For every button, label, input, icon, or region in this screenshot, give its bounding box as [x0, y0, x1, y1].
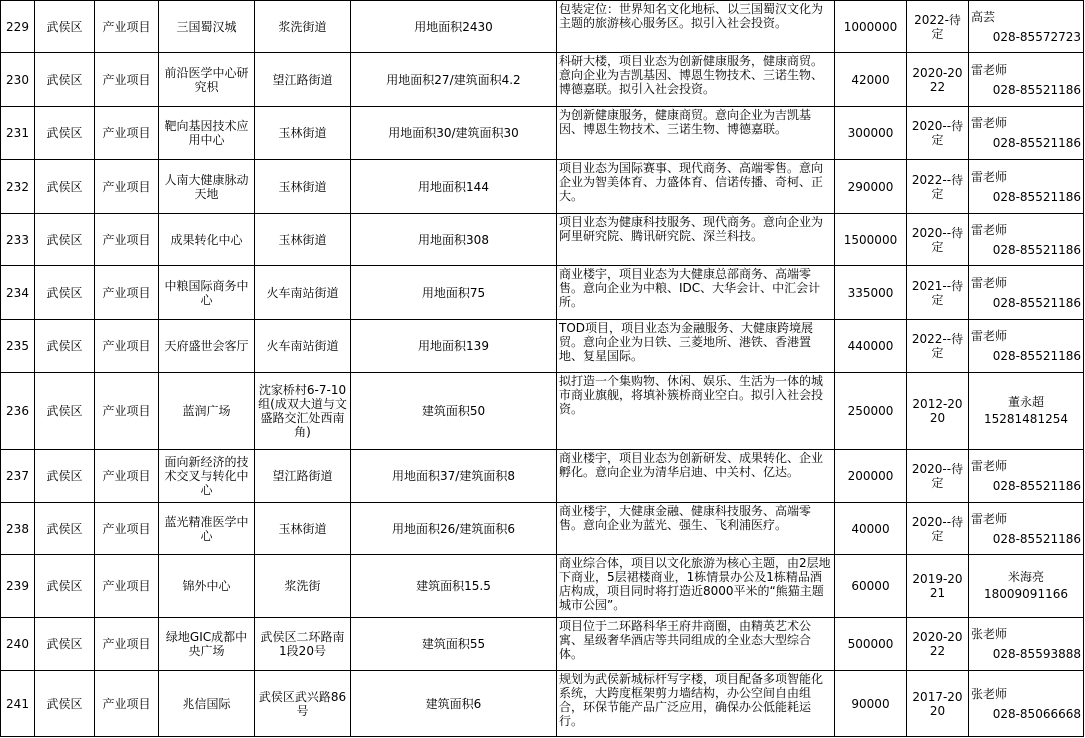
contact-phone: 028-85521186: [992, 82, 1081, 97]
cell-area[interactable]: 用地面积75: [351, 266, 557, 320]
cell-district[interactable]: 武侯区: [35, 555, 95, 618]
cell-number[interactable]: 236: [1, 373, 35, 450]
cell-district[interactable]: 武侯区: [35, 503, 95, 555]
cell-description[interactable]: 项目业态为健康科技服务、现代商务。意向企业为阿里研究院、腾讯研究院、深兰科技。: [557, 214, 835, 266]
contact-name: 雷老师: [971, 62, 1008, 77]
contact-name: 雷老师: [971, 511, 1008, 526]
cell-project-name[interactable]: 前沿医学中心研究枳: [159, 53, 255, 107]
cell-period[interactable]: 2012-2020: [907, 373, 969, 450]
table-row[interactable]: [1, 503, 1084, 555]
cell-contact[interactable]: [969, 320, 1084, 373]
cell-area[interactable]: 用地面积308: [351, 214, 557, 266]
cell-number[interactable]: 230: [1, 53, 35, 107]
cell-number[interactable]: 239: [1, 555, 35, 618]
cell-street[interactable]: 沈家桥村6-7-10组(成双大道与文盛路交汇处西南角): [255, 373, 351, 450]
cell-area[interactable]: 建筑面积50: [351, 373, 557, 450]
cell-area[interactable]: 用地面积144: [351, 160, 557, 214]
cell-street[interactable]: 火车南站街道: [255, 320, 351, 373]
cell-contact[interactable]: [969, 53, 1084, 107]
cell-project-name[interactable]: 天府盛世会客厅: [159, 320, 255, 373]
contact-name: 雷老师: [971, 169, 1008, 184]
cell-area[interactable]: 用地面积37/建筑面积8: [351, 450, 557, 503]
cell-period[interactable]: 2022--待定: [907, 160, 969, 214]
cell-period[interactable]: 2017-2020: [907, 671, 969, 737]
cell-district[interactable]: 武侯区: [35, 107, 95, 160]
cell-project-name[interactable]: 锦外中心: [159, 555, 255, 618]
cell-project-name[interactable]: 绿地GIC成都中央广场: [159, 618, 255, 671]
table-row[interactable]: [1, 671, 1084, 737]
cell-street[interactable]: 玉林街道: [255, 160, 351, 214]
cell-district[interactable]: 武侯区: [35, 1, 95, 53]
cell-district[interactable]: 武侯区: [35, 618, 95, 671]
cell-contact[interactable]: [969, 107, 1084, 160]
cell-project-type[interactable]: 产业项目: [95, 1, 159, 53]
contact-name: 张老师: [971, 686, 1008, 701]
cell-contact[interactable]: [969, 373, 1084, 450]
cell-description[interactable]: TOD项目，项目业态为金融服务、大健康跨境展贸。意向企业为日铁、三菱地所、港铁、香港置地、复星国际。: [557, 320, 835, 373]
cell-number[interactable]: 235: [1, 320, 35, 373]
cell-number[interactable]: 233: [1, 214, 35, 266]
contact-phone: 028-85521186: [992, 479, 1081, 493]
cell-investment[interactable]: 1000000: [835, 1, 907, 53]
contact-name: 雷老师: [971, 275, 1008, 290]
cell-area[interactable]: 用地面积26/建筑面积6: [351, 503, 557, 555]
cell-number[interactable]: 241: [1, 671, 35, 737]
cell-project-type[interactable]: 产业项目: [95, 373, 159, 450]
contact-phone: 028-85521186: [992, 136, 1081, 150]
cell-number[interactable]: 238: [1, 503, 35, 555]
cell-period[interactable]: 2020--待定: [907, 214, 969, 266]
cell-investment[interactable]: 40000: [835, 503, 907, 555]
contact-name: 雷老师: [971, 329, 1008, 343]
table-body: [1, 1, 1084, 737]
cell-period[interactable]: 2020--待定: [907, 450, 969, 503]
cell-project-name[interactable]: 三国蜀汉城: [159, 1, 255, 53]
cell-contact[interactable]: [969, 503, 1084, 555]
cell-investment[interactable]: 335000: [835, 266, 907, 320]
contact-phone: 028-85521186: [992, 189, 1081, 204]
cell-number[interactable]: 231: [1, 107, 35, 160]
cell-area[interactable]: 用地面积30/建筑面积30: [351, 107, 557, 160]
cell-street[interactable]: 武侯区二环路南1段20号: [255, 618, 351, 671]
cell-project-type[interactable]: 产业项目: [95, 450, 159, 503]
cell-area[interactable]: 建筑面积15.5: [351, 555, 557, 618]
cell-street[interactable]: 浆洗街道: [255, 1, 351, 53]
cell-contact[interactable]: [969, 160, 1084, 214]
cell-project-name[interactable]: 面向新经济的技术交叉与转化中心: [159, 450, 255, 503]
table-row[interactable]: [1, 1, 1084, 53]
cell-description[interactable]: 科研大楼，项目业态为创新健康服务，健康商贸。意向企业为吉凯基因、博恩生物技术、三诺生物、博德嘉联。拟引入社会投资。: [557, 53, 835, 107]
cell-project-type[interactable]: 产业项目: [95, 503, 159, 555]
cell-investment[interactable]: 60000: [835, 555, 907, 618]
cell-description[interactable]: 规划为武侯新城标杆写字楼，项目配备多项智能化系统，大跨度框架剪力墙结构，办公空间自由组合，环保节能产品广泛应用，确保办公低能耗运行。: [557, 671, 835, 737]
cell-description[interactable]: 为创新健康服务，健康商贸。意向企业为吉凯基因、博恩生物技术、三诺生物、博德嘉联。: [557, 107, 835, 160]
cell-investment[interactable]: 300000: [835, 107, 907, 160]
table-row[interactable]: [1, 266, 1084, 320]
cell-district[interactable]: 武侯区: [35, 373, 95, 450]
cell-project-name[interactable]: 人南大健康脉动天地: [159, 160, 255, 214]
contact-phone: 18009091166: [984, 587, 1068, 601]
contact-name: 董永超: [1007, 395, 1044, 409]
cell-project-type[interactable]: 产业项目: [95, 266, 159, 320]
cell-project-type[interactable]: 产业项目: [95, 214, 159, 266]
table-row[interactable]: [1, 53, 1084, 107]
cell-district[interactable]: 武侯区: [35, 671, 95, 737]
table-row[interactable]: [1, 320, 1084, 373]
cell-project-type[interactable]: 产业项目: [95, 555, 159, 618]
contact-name: 雷老师: [971, 116, 1008, 130]
cell-district[interactable]: 武侯区: [35, 320, 95, 373]
cell-area[interactable]: 建筑面积55: [351, 618, 557, 671]
cell-description[interactable]: 商业综合体，项目以文化旅游为核心主题，由2层地下商业，5层裙楼商业，1栋情景办公及1栋精品酒店构成，项目同时将打造近8000平米的“熊猫主题城市公园”。: [557, 555, 835, 618]
contact-phone: 028-85521186: [992, 242, 1081, 257]
contact-phone: 028-85593888: [992, 647, 1081, 661]
cell-description[interactable]: 项目业态为国际赛事、现代商务、高端零售。意向企业为智美体育、力盛体育、信诺传播、奇柯、正大。: [557, 160, 835, 214]
cell-contact[interactable]: [969, 1, 1084, 53]
contact-phone: 15281481254: [984, 412, 1068, 426]
cell-district[interactable]: 武侯区: [35, 160, 95, 214]
table-row[interactable]: [1, 618, 1084, 671]
cell-description[interactable]: 拟打造一个集购物、休闲、娱乐、生活为一体的城市商业旗舰，将填补簇桥商业空白。拟引入社会投资。: [557, 373, 835, 450]
cell-street[interactable]: 玉林街道: [255, 107, 351, 160]
cell-investment[interactable]: 90000: [835, 671, 907, 737]
cell-period[interactable]: 2022-待定: [907, 1, 969, 53]
cell-project-type[interactable]: 产业项目: [95, 320, 159, 373]
cell-description[interactable]: 商业楼宇，项目业态为创新研发、成果转化、企业孵化。意向企业为清华启迪、中关村、亿达。: [557, 450, 835, 503]
cell-investment[interactable]: 290000: [835, 160, 907, 214]
cell-street[interactable]: 火车南站街道: [255, 266, 351, 320]
cell-contact[interactable]: [969, 450, 1084, 503]
cell-period[interactable]: 2021--待定: [907, 266, 969, 320]
cell-period[interactable]: 2020--待定: [907, 503, 969, 555]
cell-period[interactable]: 2020-2022: [907, 53, 969, 107]
cell-area[interactable]: 用地面积27/建筑面积4.2: [351, 53, 557, 107]
contact-phone: 028-85066668: [992, 706, 1081, 721]
cell-investment[interactable]: 1500000: [835, 214, 907, 266]
cell-project-name[interactable]: 中粮国际商务中心: [159, 266, 255, 320]
contact-phone: 028-85521186: [992, 531, 1081, 546]
cell-contact[interactable]: [969, 671, 1084, 737]
cell-street[interactable]: 武侯区武兴路86号: [255, 671, 351, 737]
cell-project-type[interactable]: 产业项目: [95, 671, 159, 737]
contact-name: 雷老师: [971, 459, 1008, 473]
cell-project-name[interactable]: 成果转化中心: [159, 214, 255, 266]
cell-investment[interactable]: 42000: [835, 53, 907, 107]
cell-number[interactable]: 234: [1, 266, 35, 320]
cell-investment[interactable]: 250000: [835, 373, 907, 450]
cell-description[interactable]: 项目位于二环路科华王府井商圈，由精英艺术公寓、星级奢华酒店等共同组成的全业态大型综合体。: [557, 618, 835, 671]
cell-contact[interactable]: [969, 555, 1084, 618]
cell-description[interactable]: 包装定位：世界知名文化地标、以三国蜀汉文化为主题的旅游核心服务区。拟引入社会投资。: [557, 1, 835, 53]
cell-street[interactable]: 浆洗街: [255, 555, 351, 618]
cell-area[interactable]: 用地面积2430: [351, 1, 557, 53]
cell-contact[interactable]: [969, 214, 1084, 266]
cell-street[interactable]: 望江路街道: [255, 53, 351, 107]
contact-name: 高芸: [971, 9, 996, 24]
cell-period[interactable]: 2022--待定: [907, 320, 969, 373]
cell-project-type[interactable]: 产业项目: [95, 107, 159, 160]
cell-investment[interactable]: 200000: [835, 450, 907, 503]
cell-project-name[interactable]: 靶向基因技术应用中心: [159, 107, 255, 160]
contact-name: 雷老师: [971, 222, 1008, 237]
cell-street[interactable]: 望江路街道: [255, 450, 351, 503]
cell-number[interactable]: 232: [1, 160, 35, 214]
cell-period[interactable]: 2019-2021: [907, 555, 969, 618]
cell-street[interactable]: 玉林街道: [255, 214, 351, 266]
contact-name: 米海亮: [1007, 570, 1044, 584]
cell-district[interactable]: 武侯区: [35, 214, 95, 266]
cell-number[interactable]: 237: [1, 450, 35, 503]
cell-contact[interactable]: [969, 618, 1084, 671]
table-row[interactable]: [1, 214, 1084, 266]
cell-investment[interactable]: 500000: [835, 618, 907, 671]
contact-phone: 028-85521186: [992, 295, 1081, 310]
table-row[interactable]: [1, 450, 1084, 503]
cell-district[interactable]: 武侯区: [35, 450, 95, 503]
cell-project-name[interactable]: 兆信国际: [159, 671, 255, 737]
cell-area[interactable]: 建筑面积6: [351, 671, 557, 737]
table-row[interactable]: [1, 160, 1084, 214]
cell-description[interactable]: 商业楼宇，项目业态为大健康总部商务、高端零售。意向企业为中粮、IDC、大华会计、中汇会计所。: [557, 266, 835, 320]
cell-area[interactable]: 用地面积139: [351, 320, 557, 373]
contact-name: 张老师: [971, 627, 1008, 641]
cell-district[interactable]: 武侯区: [35, 53, 95, 107]
table-row[interactable]: [1, 373, 1084, 450]
cell-period[interactable]: 2020-2022: [907, 618, 969, 671]
cell-project-type[interactable]: 产业项目: [95, 160, 159, 214]
cell-contact[interactable]: [969, 266, 1084, 320]
cell-street[interactable]: 玉林街道: [255, 503, 351, 555]
table-row[interactable]: [1, 107, 1084, 160]
cell-period[interactable]: 2020--待定: [907, 107, 969, 160]
cell-project-name[interactable]: 蓝润广场: [159, 373, 255, 450]
cell-number[interactable]: 240: [1, 618, 35, 671]
table-row[interactable]: [1, 555, 1084, 618]
contact-phone: 028-85572723: [992, 29, 1081, 44]
cell-project-type[interactable]: 产业项目: [95, 53, 159, 107]
cell-project-type[interactable]: 产业项目: [95, 618, 159, 671]
cell-district[interactable]: 武侯区: [35, 266, 95, 320]
cell-description[interactable]: 商业楼宇，大健康金融、健康科技服务、高端零售。意向企业为蓝光、强生、飞利浦医疗。: [557, 503, 835, 555]
cell-number[interactable]: 229: [1, 1, 35, 53]
contact-phone: 028-85521186: [992, 349, 1081, 363]
cell-project-name[interactable]: 蓝光精准医学中心: [159, 503, 255, 555]
cell-investment[interactable]: 440000: [835, 320, 907, 373]
